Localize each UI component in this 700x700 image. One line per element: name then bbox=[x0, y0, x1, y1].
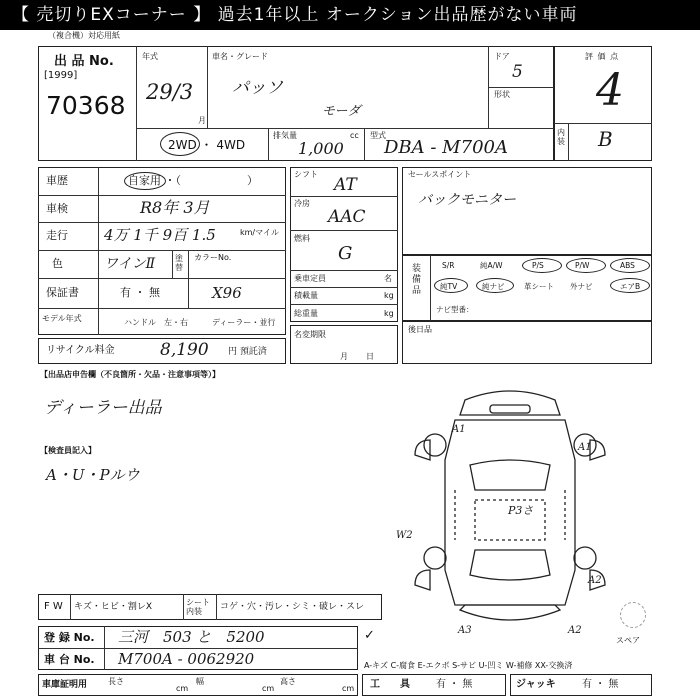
interior-label: 内装 bbox=[557, 128, 565, 146]
sales-point-value: バックモニター bbox=[418, 192, 516, 208]
post-date-box bbox=[402, 321, 652, 364]
diagram-mark-w2: W2 bbox=[396, 530, 413, 541]
sales-point-box bbox=[402, 167, 652, 255]
certificate-width-unit: cm bbox=[262, 684, 275, 693]
doors-value: 5 bbox=[512, 62, 523, 82]
certificate-length: 長さ bbox=[108, 677, 124, 686]
drive-options: 2WD ・ 4WD bbox=[168, 138, 246, 152]
equip-sr: S/R bbox=[442, 261, 455, 270]
weight-label: 総重量 bbox=[294, 309, 318, 318]
diagram-mark-a1-right: A1 bbox=[578, 442, 592, 453]
capacity-label: 乗車定員 bbox=[294, 274, 326, 283]
color-no-value: X96 bbox=[212, 284, 242, 302]
interior-value: B bbox=[598, 127, 613, 151]
seat-label: シート内装 bbox=[186, 598, 210, 616]
left-info-table bbox=[38, 167, 286, 335]
equip-ps: P/S bbox=[532, 261, 544, 270]
inspection-label: 車検 bbox=[46, 202, 68, 215]
shape-label: 形状 bbox=[494, 90, 510, 99]
lot-number: 70368 bbox=[46, 91, 126, 120]
dealer-options: ディーラー・並行 bbox=[212, 318, 276, 327]
jack-options: 有 ・ 無 bbox=[582, 679, 619, 690]
certificate-width: 幅 bbox=[196, 677, 204, 686]
history-label: 車歴 bbox=[46, 174, 68, 187]
color-value: ワインⅡ bbox=[104, 256, 156, 272]
weight-unit: kg bbox=[384, 309, 394, 318]
certificate-length-unit: cm bbox=[176, 684, 189, 693]
mileage-value: 4万 1千 9百 1.5 bbox=[104, 226, 216, 244]
equip-tv: 純TV bbox=[440, 282, 458, 291]
chassis-value: M700A - 0062920 bbox=[118, 650, 255, 668]
mileage-label: 走行 bbox=[46, 229, 68, 242]
warranty-options: 有 ・ 無 bbox=[120, 286, 160, 299]
fuel-label: 燃料 bbox=[294, 234, 310, 243]
jack-label: ジャッキ bbox=[516, 679, 556, 690]
year-value: 29/3 bbox=[146, 80, 194, 104]
recycle-unit: 円 預託済 bbox=[228, 347, 267, 357]
recycle-value: 8,190 bbox=[160, 340, 209, 360]
load-label: 積載量 bbox=[294, 291, 318, 300]
equip-airbag: エアB bbox=[620, 282, 641, 291]
registration-label: 登 録 No. bbox=[44, 631, 95, 644]
fw-items: キズ・ヒビ・割レX bbox=[74, 602, 152, 612]
year-label: 年式 bbox=[142, 52, 158, 61]
post-date-label: 後日品 bbox=[408, 325, 432, 334]
name-change-unit: 月日 bbox=[340, 352, 392, 361]
certificate-height-unit: cm bbox=[342, 684, 355, 693]
registration-value: 三河 503 と 5200 bbox=[118, 628, 265, 646]
load-unit: kg bbox=[384, 291, 394, 300]
name-change-label: 名変期限 bbox=[294, 330, 326, 339]
displacement-unit: cc bbox=[350, 131, 359, 140]
rating-value: 4 bbox=[596, 65, 624, 116]
ac-label: 冷房 bbox=[294, 199, 310, 208]
model-name-value: パッソ bbox=[232, 78, 283, 98]
model-year-label: モデル年式 bbox=[42, 314, 82, 323]
navi-model-label: ナビ型番： bbox=[436, 305, 474, 314]
color-label: 色 bbox=[52, 257, 63, 270]
check-mark-icon: ✓ bbox=[364, 628, 375, 643]
equip-pw: P/W bbox=[575, 261, 590, 270]
certificate-label: 車庫証明用 bbox=[42, 680, 88, 690]
model-name-label: 車名・グレード bbox=[212, 52, 268, 61]
inspector-label: 【検査員記入】 bbox=[40, 446, 96, 455]
chassis-label: 車 台 No. bbox=[44, 653, 95, 666]
equip-leather: 革シート bbox=[524, 282, 554, 291]
warranty-label: 保証書 bbox=[46, 286, 79, 299]
tools-options: 有 ・ 無 bbox=[436, 679, 473, 690]
fw-label: F W bbox=[44, 601, 63, 612]
capacity-unit: 名 bbox=[384, 274, 392, 283]
equipment-label: 装備品 bbox=[412, 264, 422, 296]
top-note: （複合機）対応用紙 bbox=[48, 31, 120, 40]
diagram-mark-a2-rear: A2 bbox=[568, 625, 582, 636]
displacement-label: 排気量 bbox=[273, 131, 297, 140]
equip-ext-navi: 外ナビ bbox=[570, 282, 593, 291]
spare-label: スペア bbox=[616, 636, 640, 645]
color-no-label: カラーNo. bbox=[194, 253, 232, 262]
tools-label: 工 具 bbox=[370, 679, 410, 690]
model-grade-value: モーダ bbox=[322, 104, 361, 119]
damage-legend: A-キズ C-腐食 E-エクボ S-サビ U-凹ミ W-補修 XX-交換済 bbox=[364, 661, 573, 670]
spare-tire-icon bbox=[620, 602, 646, 628]
type-value: DBA - M700A bbox=[384, 137, 508, 158]
banner: 【 売切りEXコーナー 】 過去1年以上 オークション出品歴がない車両 bbox=[0, 0, 700, 30]
inspection-value: R8年 3月 bbox=[140, 198, 210, 217]
handle-options: ハンドル 左・右 bbox=[124, 318, 188, 327]
history-options: 自家用 ・（ ） bbox=[128, 174, 258, 187]
diagram-mark-a1-front: A1 bbox=[452, 424, 466, 435]
rating-label: 評 価 点 bbox=[585, 52, 620, 61]
diagram-mark-a3: A3 bbox=[458, 625, 472, 636]
inspector-value: A・U・Pルウ bbox=[46, 466, 140, 484]
sales-point-label: セールスポイント bbox=[408, 170, 472, 179]
fuel-value: G bbox=[338, 243, 353, 264]
seller-notes-label: 【出品店申告欄（不良箇所・欠品・注意事項等）】 bbox=[40, 370, 220, 379]
mileage-units: km/マイル bbox=[240, 228, 279, 237]
paint-label: 塗替 bbox=[175, 254, 183, 272]
shift-label: シフト bbox=[294, 170, 318, 179]
ac-value: AAC bbox=[328, 207, 366, 227]
diagram-mark-p3: P3さ bbox=[508, 504, 534, 517]
diagram-mark-a2-right: A2 bbox=[588, 575, 602, 586]
lot-label: 出 品 No. bbox=[54, 54, 114, 69]
equip-navi: 純ナビ bbox=[482, 282, 505, 291]
recycle-label: リサイクル料金 bbox=[46, 345, 115, 356]
shift-value: AT bbox=[334, 175, 357, 195]
equip-alloy: 純A/W bbox=[480, 261, 503, 270]
certificate-height: 高さ bbox=[280, 677, 296, 686]
doors-label: ドア bbox=[494, 52, 510, 61]
year-suffix: 月 bbox=[198, 116, 206, 125]
equip-abs: ABS bbox=[620, 261, 635, 270]
lot-code: [1999] bbox=[44, 70, 78, 81]
seat-items: コゲ・穴・汚レ・シミ・破レ・スレ bbox=[220, 602, 365, 612]
type-label: 型式 bbox=[370, 131, 386, 140]
displacement-value: 1,000 bbox=[298, 139, 344, 158]
seller-notes-value: ディーラー出品 bbox=[44, 398, 162, 418]
